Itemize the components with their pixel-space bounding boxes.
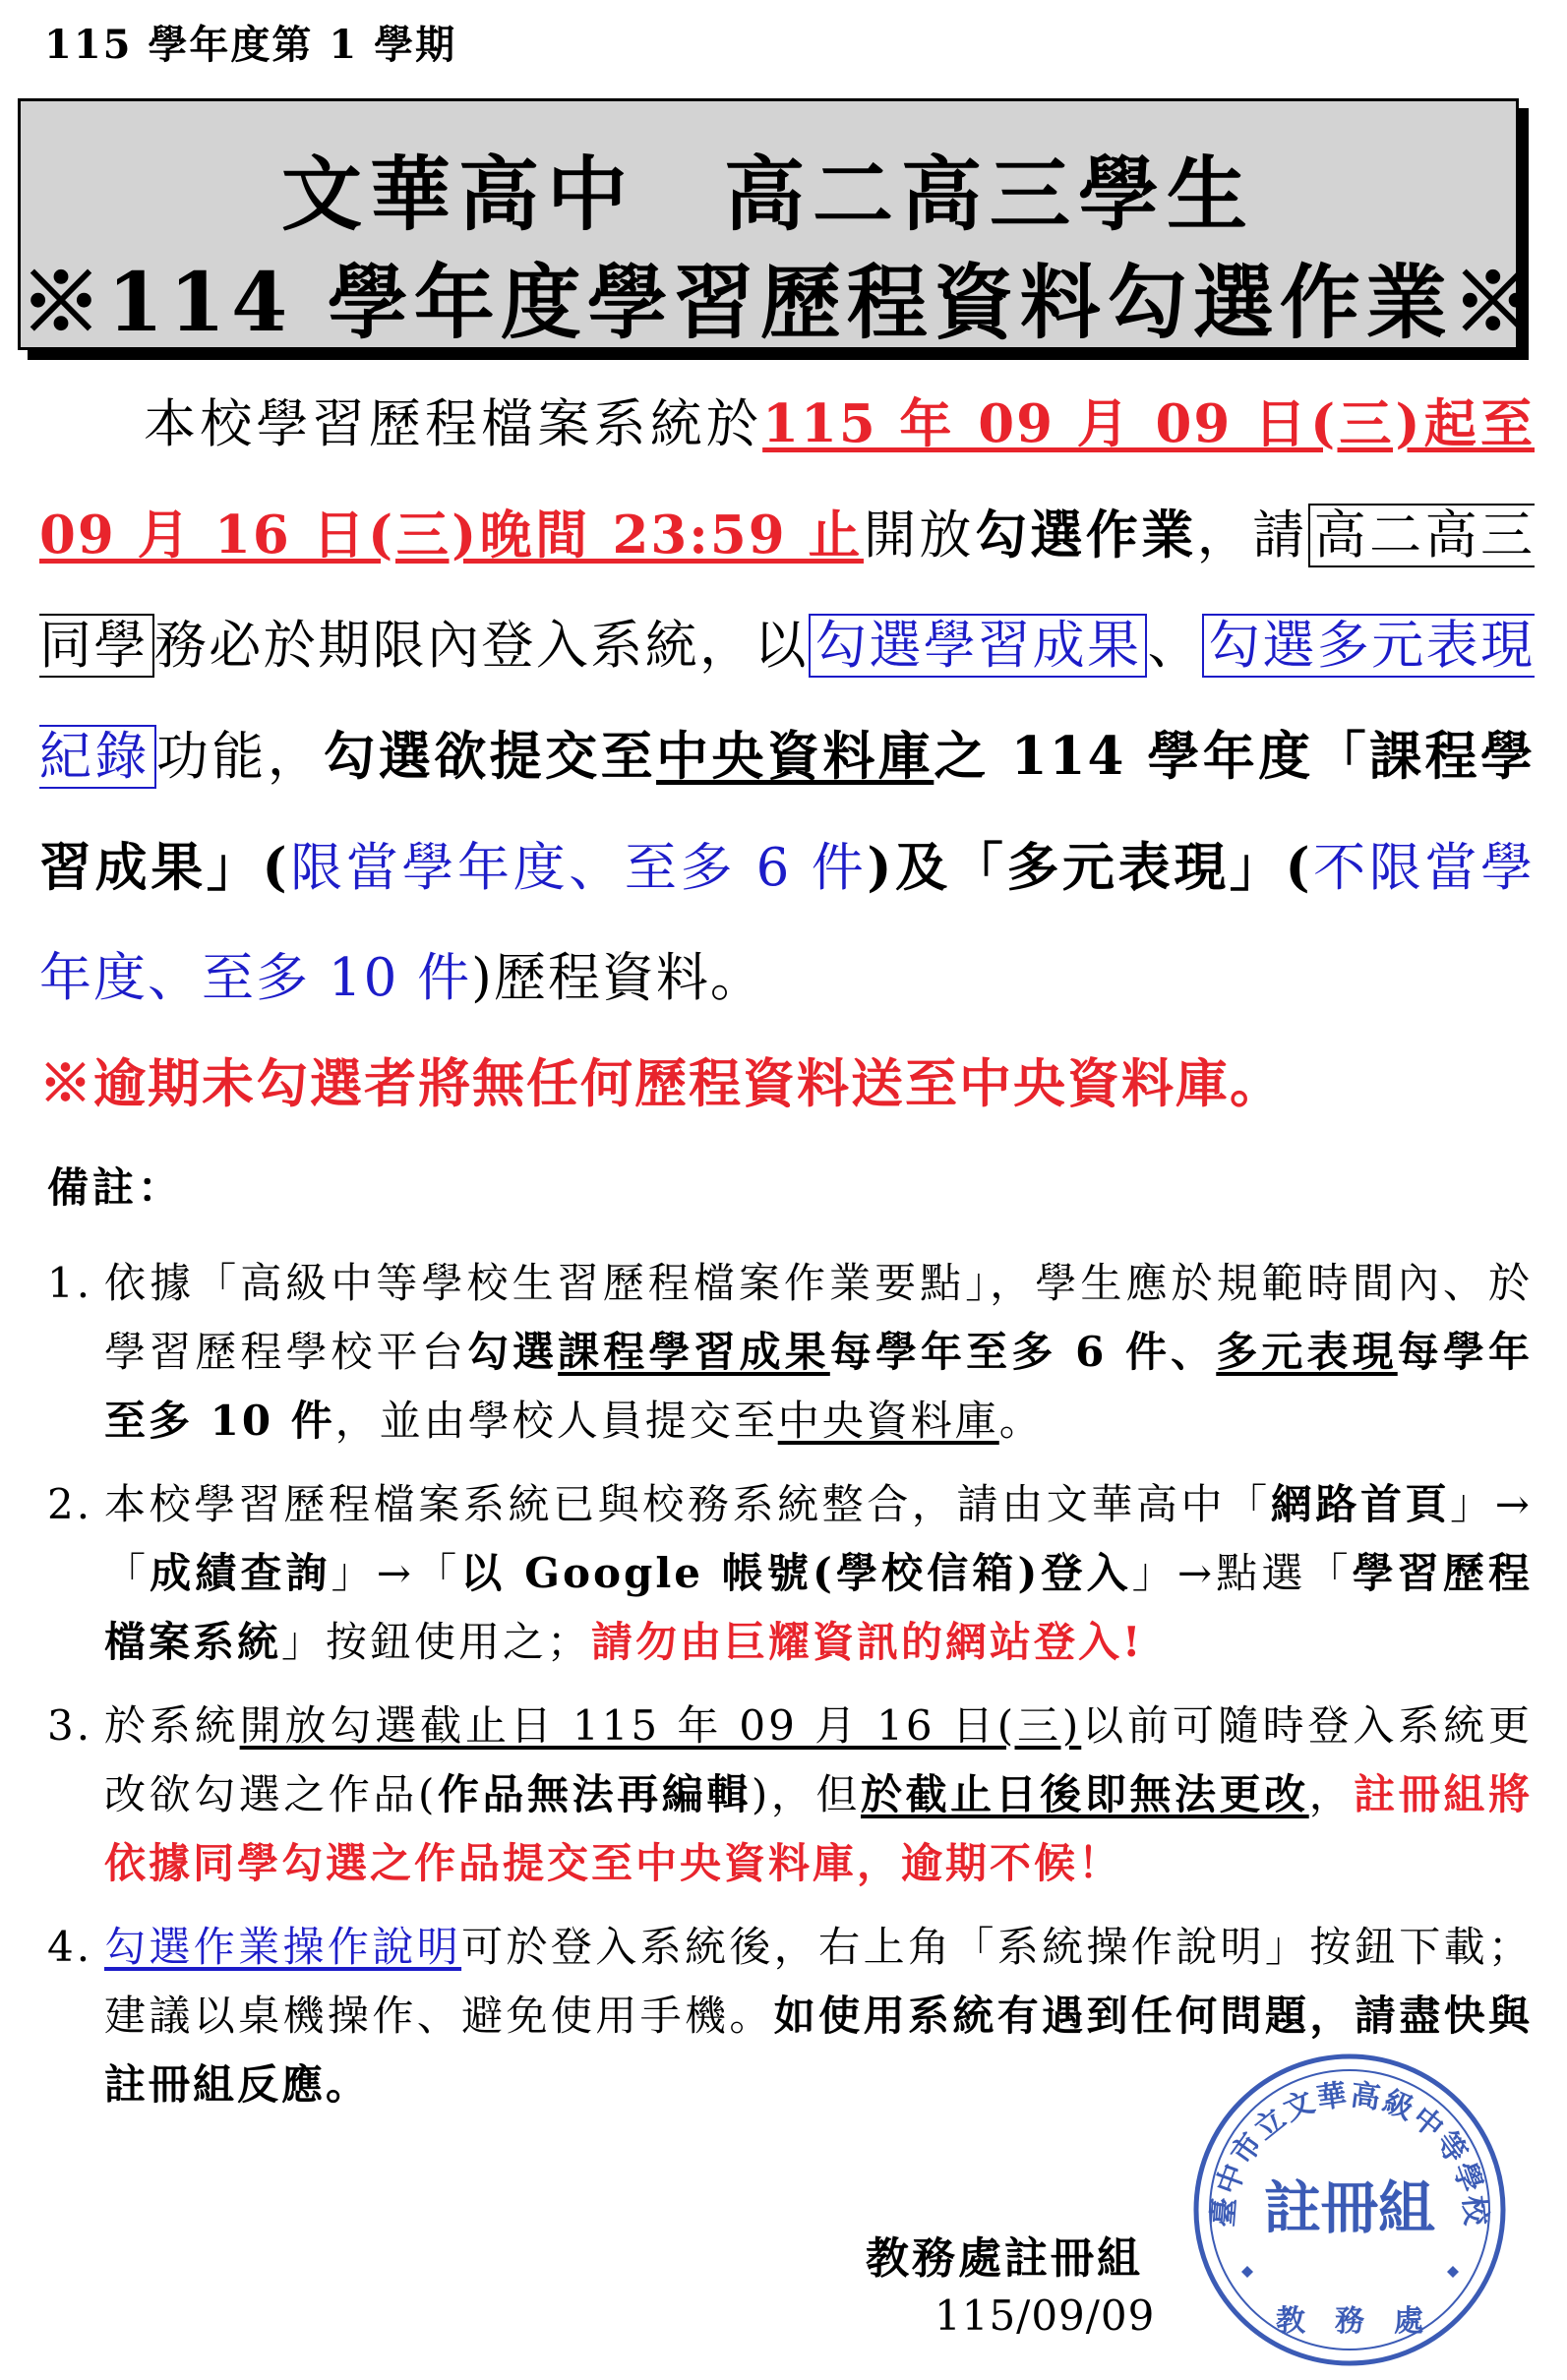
- central-database: 中央資料庫: [656, 726, 934, 787]
- title-box: [18, 98, 1539, 350]
- note-text: 學習歷程檔案系統: [104, 1549, 1533, 1666]
- function-select-performance: 勾選多元表現紀錄: [39, 616, 1536, 787]
- note-text: 如使用系統有遇到任何問題，請盡快與註冊組反應。: [104, 1992, 1533, 2109]
- signature-office: 教務處註冊組: [866, 2233, 1143, 2284]
- note-number: 3.: [47, 1701, 93, 1750]
- title-line-1: 文華高中 高二高三學生: [280, 148, 1255, 242]
- note-item-3: [47, 1692, 1533, 1898]
- note-text: )，但: [751, 1770, 861, 1818]
- note-text: 於截止日後即無法更改: [861, 1770, 1309, 1818]
- intro-text: 之 114 學年度「課程學習成果」(: [39, 726, 1536, 898]
- intro-text: )及「多元表現」(: [867, 837, 1312, 898]
- note-text: 網路首頁: [1270, 1480, 1451, 1528]
- overdue-warning: ※逾期未勾選者將無任何歷程資料送至中央資料庫。: [39, 1053, 1284, 1114]
- deadline-date: 開放勾選截止日 115 年 09 月 16 日(三): [239, 1701, 1082, 1750]
- seal-ring-text: 臺中市立文華高級中等學校: [1206, 2077, 1493, 2229]
- note-text: ，並由學校人員提交至: [334, 1397, 778, 1445]
- note-number: 1.: [47, 1259, 93, 1307]
- note-text: 依據「高級中等學校生習歷程檔案作業要點」，學生應於規範時間內、於學習歷程學校平台: [104, 1259, 1533, 1376]
- intro-text: 、: [1147, 616, 1202, 676]
- intro-paragraph: [39, 369, 1535, 1034]
- limit-performance: 不限當學年度、至多 10 件: [39, 838, 1536, 1008]
- note-text: 成績查詢: [150, 1549, 331, 1597]
- registration-seal: [1190, 2051, 1510, 2370]
- signature-date: 115/09/09: [934, 2291, 1156, 2340]
- note-text: [104, 1692, 1533, 1898]
- open-date: 115 年 09 月 09 日(三)起至: [762, 393, 1535, 454]
- intro-text: 務必於期限內登入系統，以: [153, 616, 809, 676]
- note-text: 以前可隨時登入系統更改欲勾選之作品(: [104, 1701, 1533, 1818]
- note-number: 2.: [47, 1480, 93, 1528]
- note-text: 、: [1171, 1328, 1217, 1376]
- note-text: 本校學習歷程檔案系統已與校務系統整合，請由文華高中「: [104, 1480, 1271, 1528]
- login-warning: 請勿由巨耀資訊的網站登入!: [591, 1618, 1144, 1666]
- function-select-results: 勾選學習成果: [809, 614, 1148, 678]
- intro-text: 勾選作業: [974, 505, 1197, 565]
- close-date: 09 月 16 日(三)晚間 23:59 止: [39, 505, 864, 565]
- note-text: 勾選: [466, 1328, 559, 1376]
- note-item-2: [47, 1470, 1533, 1677]
- target-students: 高二高三同學: [39, 506, 1536, 676]
- note-text: [104, 1249, 1533, 1456]
- operation-guide-link[interactable]: 勾選作業操作說明: [104, 1923, 462, 1971]
- note-text: 」按鈕使用之；: [281, 1618, 592, 1666]
- flower-icon: [1447, 2266, 1459, 2278]
- note-text: 可於登入系統後，右上角「系統操作說明」按鈕下載；建議以桌機操作、避免使用手機。: [104, 1923, 1533, 2040]
- intro-text: ，請: [1196, 506, 1308, 565]
- intro-text: 勾選欲提交至: [323, 726, 657, 787]
- course-results-term: 課程學習成果: [558, 1328, 830, 1376]
- seal-bottom-text: 教 務 處: [1276, 2304, 1423, 2339]
- notes-title: 備註：: [47, 1163, 184, 1212]
- registration-notice: 註冊組將依據同學勾選之作品提交至中央資料庫，逾期不候！: [104, 1770, 1533, 1887]
- note-text: ，: [1308, 1770, 1355, 1818]
- flower-icon: [1241, 2266, 1253, 2278]
- note-text: 」→「: [331, 1549, 461, 1597]
- title-line-2: ※114 學年度學習歷程資料勾選作業※: [21, 256, 1539, 350]
- central-database: 中央資料庫: [777, 1397, 999, 1445]
- note-text: 於系統: [104, 1701, 240, 1750]
- seal-center-text: 註冊組: [1263, 2174, 1436, 2241]
- intro-text: )歷程資料。: [471, 948, 764, 1008]
- semester-label: 115 學年度第 1 學期: [44, 22, 457, 68]
- limit-course-results: 限當學年度、至多 6 件: [288, 838, 868, 898]
- note-text: 每學年至多 6 件: [829, 1328, 1172, 1376]
- intro-text: 本校學習歷程檔案系統於: [144, 394, 763, 454]
- performance-term: 多元表現: [1216, 1328, 1398, 1376]
- note-number: 4.: [47, 1923, 93, 1971]
- note-text: [104, 1470, 1533, 1677]
- intro-text: 開放: [863, 506, 975, 565]
- note-text: 作品無法再編輯: [437, 1770, 752, 1818]
- intro-text: 功能，: [155, 727, 324, 787]
- note-text: 每學年至多 10 件: [104, 1328, 1533, 1445]
- note-item-1: [47, 1249, 1533, 1456]
- note-text: 」→「: [104, 1480, 1533, 1597]
- note-text: 以 Google 帳號(學校信箱)登入: [460, 1549, 1132, 1597]
- note-text: 。: [998, 1397, 1044, 1445]
- note-text: 」→點選「: [1131, 1549, 1353, 1597]
